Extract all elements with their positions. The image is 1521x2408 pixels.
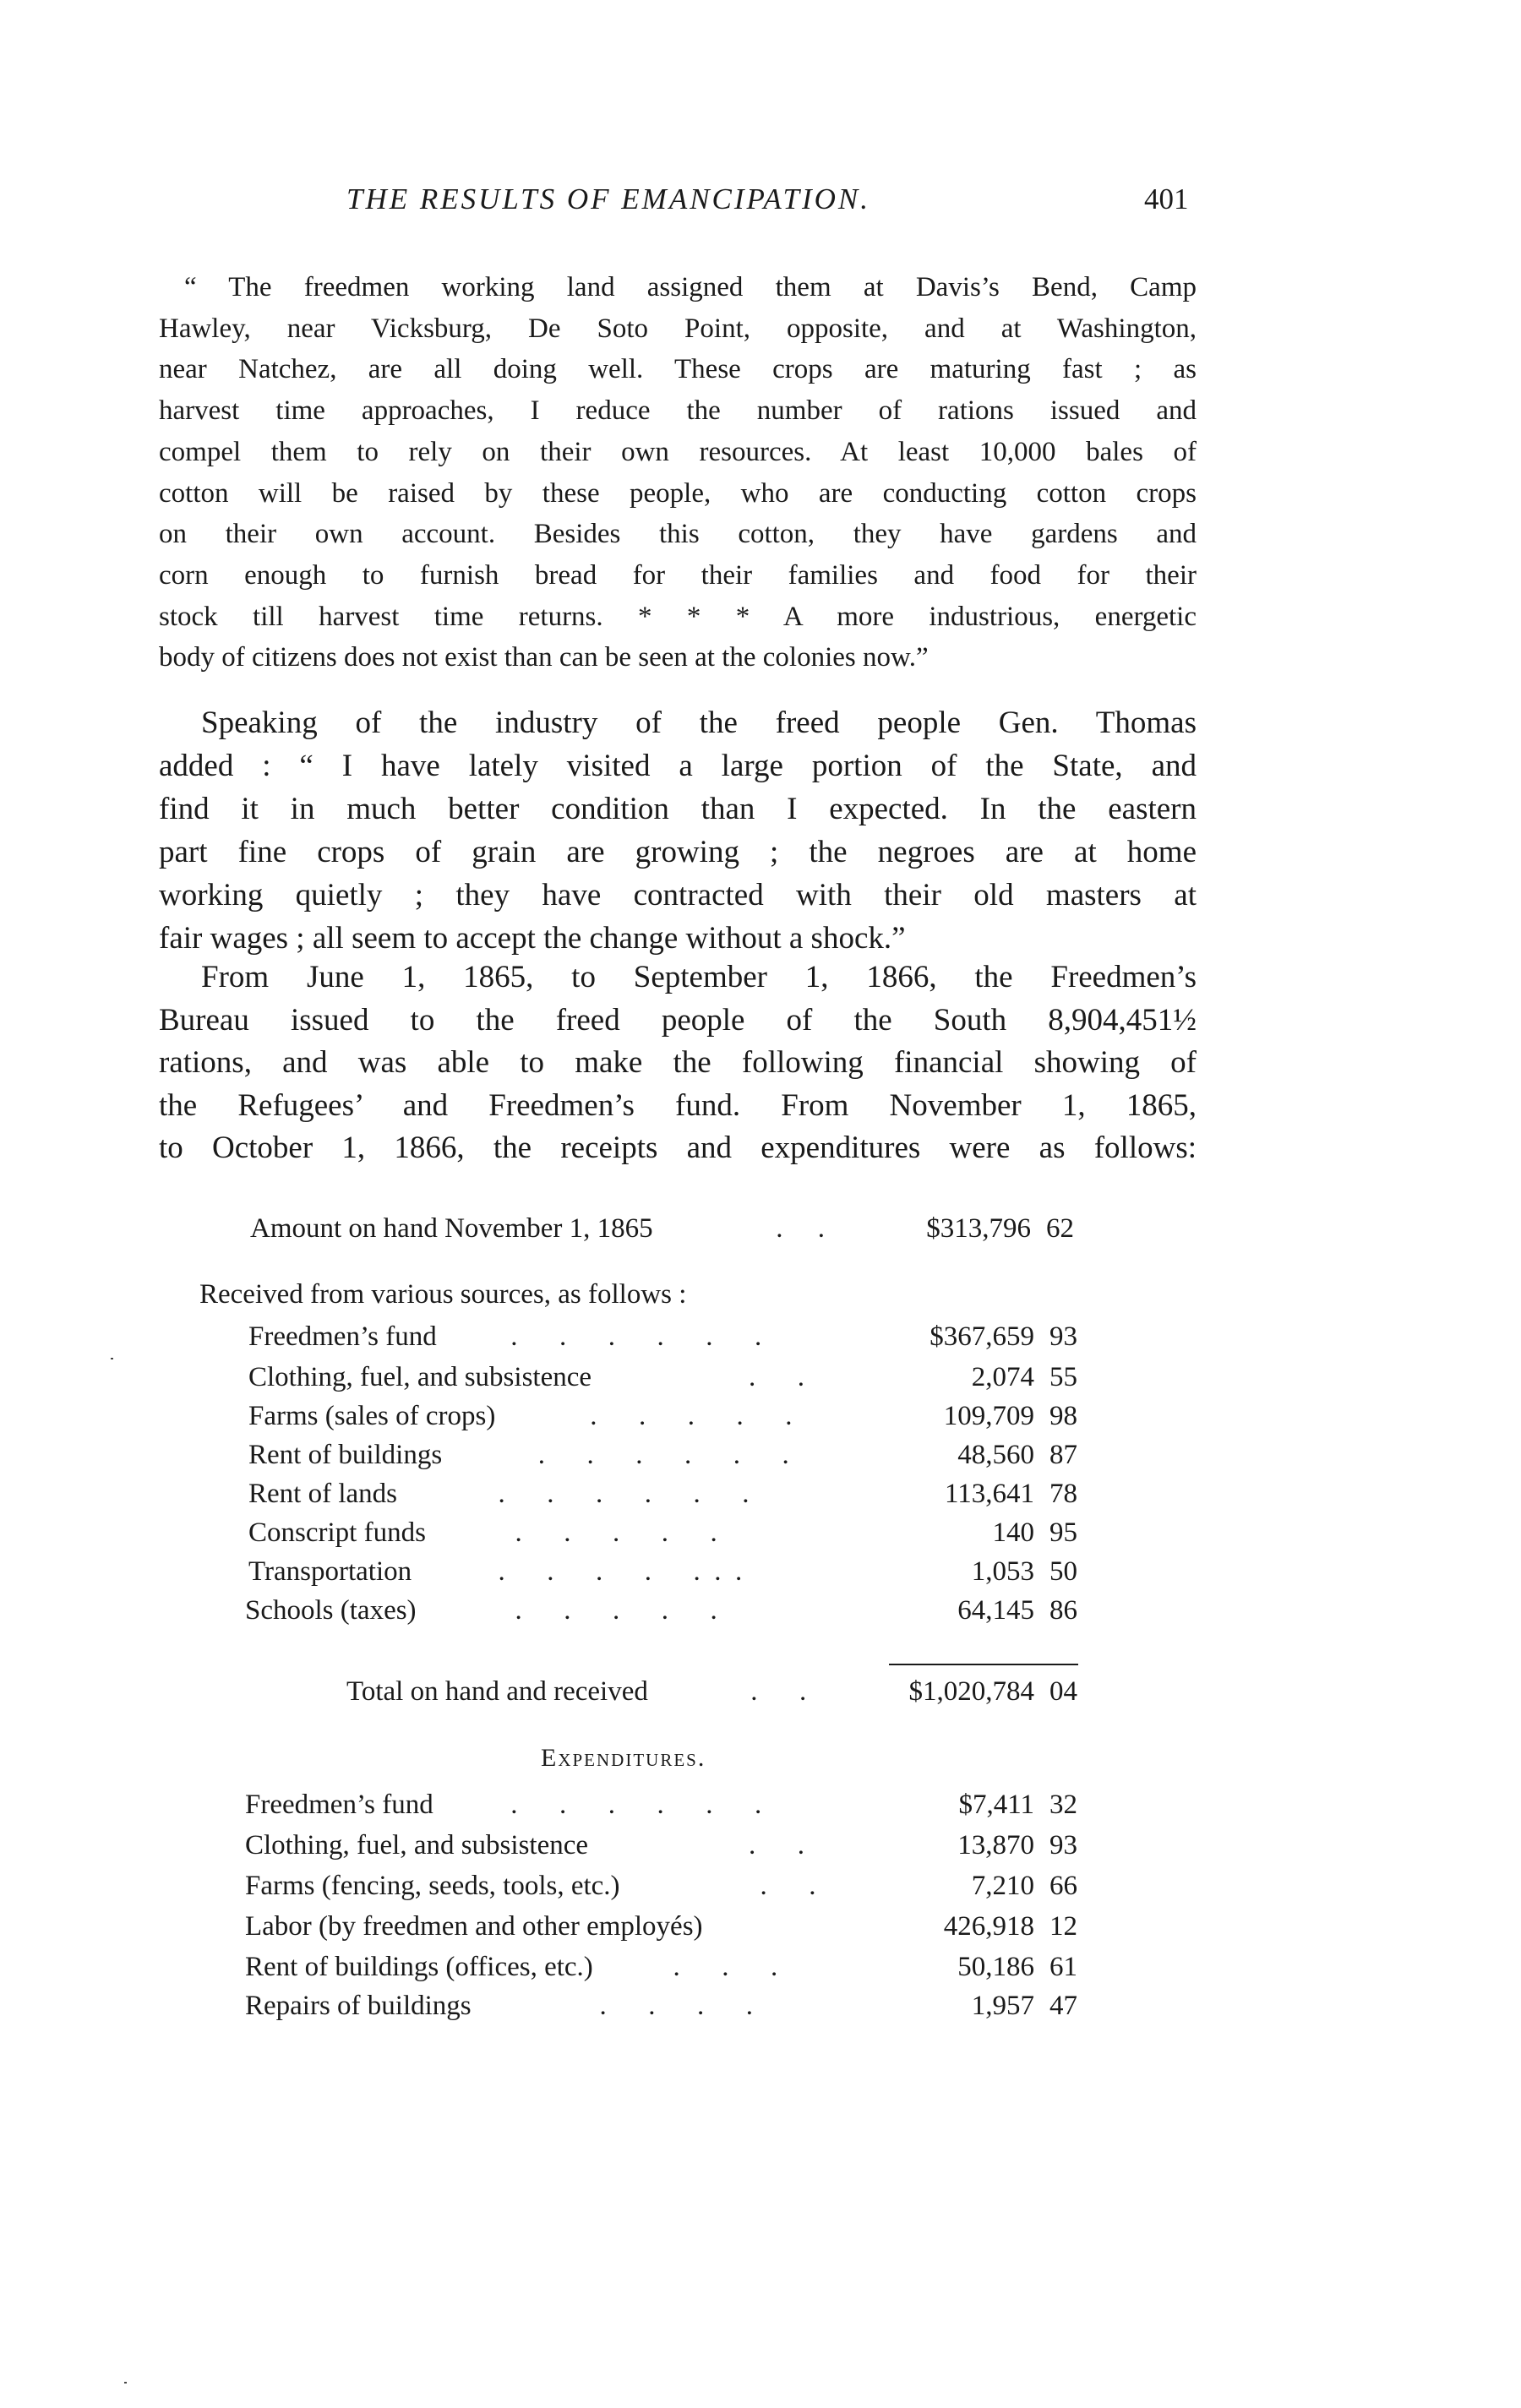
leader-dots: . . . . . [473,1517,717,1548]
amount-cents: 55 [1049,1362,1077,1392]
text-line: find it in much better condition than I expected. In the eastern [159,792,1197,826]
text-line: fair wages ; all seem to accept the change without a shock.” [159,921,906,956]
row-label: Clothing, fuel, and subsistence [245,1830,589,1860]
text-line: working quietly ; they have contracted with their old masters at [159,878,1197,913]
receipt-row [0,1594,1521,1627]
amount-cents: 95 [1049,1517,1077,1548]
leader-dots: . . . [659,1952,778,1982]
amount-dollars: 140 [992,1517,1034,1548]
text-line: to October 1, 1866, the receipts and expenditures were as follows: [159,1130,1197,1165]
text-line: From June 1, 1865, to September 1, 1866, the Freedmen’s [201,960,1197,994]
amount-cents: 93 [1049,1321,1077,1352]
expenditure-row [0,1788,1521,1822]
leader-dots: . . . . [558,1991,753,2021]
amount-dollars: 2,074 [971,1362,1034,1392]
amount-cents: 87 [1049,1440,1077,1470]
amount-dollars: 50,186 [957,1952,1034,1982]
receipt-row [0,1555,1521,1588]
amount-dollars: 48,560 [957,1440,1034,1470]
expenditure-row [0,1950,1521,1984]
amount-dollars: 7,210 [971,1871,1034,1901]
text-line: body of citizens does not exist than can be seen at the colonies now.” [159,642,929,673]
quoted-passage [159,267,1197,678]
amount-dollars: 426,918 [943,1911,1034,1942]
leader-dots: . . [693,1830,804,1860]
expenditure-row [0,1989,1521,2023]
expenditures-heading: Expenditures. [541,1744,706,1772]
leader-dots: . . . . . [473,1595,717,1626]
row-label: Farms (fencing, seeds, tools, etc.) [245,1871,620,1901]
row-label: Transportation [248,1556,412,1587]
paragraph-gen-thomas [159,701,1197,960]
amount-cents: 86 [1049,1595,1077,1626]
text-line: on their own account. Besides this cotton, they have gardens and [159,519,1197,550]
amount-cents: 62 [1046,1213,1074,1244]
row-label: Conscript funds [248,1517,426,1548]
paragraph-freedmens-bureau [159,956,1197,1170]
amount-cents: 04 [1049,1676,1077,1707]
amount-dollars: $1,020,784 [908,1676,1034,1707]
amount-dollars: 13,870 [957,1830,1034,1860]
row-label: Total on hand and received [346,1676,648,1707]
amount-cents: 78 [1049,1479,1077,1509]
amount-cents: 66 [1049,1871,1077,1901]
amount-cents: 50 [1049,1556,1077,1587]
text-line: Bureau issued to the freed people of the South 8,904,451½ [159,1002,1197,1038]
row-label: Labor (by freedmen and other employés) [245,1911,703,1942]
total-rule-divider [889,1664,1078,1665]
text-line: Speaking of the industry of the freed people Gen. Thomas [201,706,1197,740]
leader-dots: . . [693,1362,804,1392]
text-line: compel them to rely on their own resources. At least 10,000 bales of [159,436,1197,467]
receipt-row [0,1477,1521,1511]
receipt-row [0,1438,1521,1472]
text-line: stock till harvest time returns. * * * A more industrious, energetic [159,601,1197,632]
row-label: Rent of buildings [248,1440,443,1470]
leader-dots: . . [744,1676,807,1707]
row-label: Repairs of buildings [245,1991,472,2021]
text-line: near Natchez, are all doing well. These crops are maturing fast ; as [159,354,1197,385]
amount-dollars: 113,641 [944,1479,1034,1509]
page-number: 401 [1144,183,1189,215]
leader-dots: . . [769,1213,825,1244]
receipt-row [0,1516,1521,1550]
amount-cents: 12 [1049,1911,1077,1942]
expenditure-row [0,1910,1521,1943]
text-line: Hawley, near Vicksburg, De Soto Point, opposite, and at Washington, [159,313,1197,344]
leader-dots: . . . . . . . [456,1556,743,1587]
amount-cents: 61 [1049,1952,1077,1982]
leader-dots: . . . . . [583,1401,793,1431]
row-label: Freedmen’s fund [245,1790,433,1820]
leader-dots: . . . . . . [504,1790,762,1820]
receipt-row [0,1399,1521,1433]
receipt-row [0,1320,1521,1354]
leader-dots: . . . . . . [456,1479,750,1509]
expenditure-row [0,1869,1521,1903]
amount-cents: 47 [1049,1991,1077,2021]
text-line: rations, and was able to make the following financial showing of [159,1045,1197,1080]
amount-dollars: 109,709 [943,1401,1034,1431]
scan-speck [124,2382,127,2383]
text-line: corn enough to furnish bread for their families and food for their [159,559,1197,591]
leader-dots: . . . . . . [517,1440,789,1470]
amount-dollars: $367,659 [930,1321,1034,1352]
leader-dots: . . . . . . [504,1321,762,1352]
text-line: “ The freedmen working land assigned them at Davis’s Bend, Camp [184,272,1197,302]
text-line: cotton will be raised by these people, who are conducting cotton crops [159,477,1197,509]
opening-balance-row [0,1212,1521,1245]
running-title: THE RESULTS OF EMANCIPATION. [346,183,870,215]
row-label: Rent of lands [248,1479,397,1509]
receipts-heading: Received from various sources, as follows : [199,1279,687,1310]
amount-cents: 93 [1049,1830,1077,1860]
amount-cents: 32 [1049,1790,1077,1820]
scan-speck [111,1358,113,1359]
text-line: harvest time approaches, I reduce the number of rations issued and [159,395,1197,427]
amount-dollars: 1,053 [971,1556,1034,1587]
expenditure-row [0,1828,1521,1862]
row-label: Amount on hand November 1, 1865 [250,1213,653,1244]
amount-dollars: 1,957 [971,1991,1034,2021]
amount-cents: 98 [1049,1401,1077,1431]
receipt-row [0,1360,1521,1394]
amount-dollars: $7,411 [958,1790,1034,1820]
text-line: added : “ I have lately visited a large portion of the State, and [159,749,1197,783]
text-line: part fine crops of grain are growing ; the negroes are at home [159,835,1197,869]
row-label: Clothing, fuel, and subsistence [248,1362,592,1392]
row-label: Rent of buildings (offices, etc.) [245,1952,593,1982]
text-line: the Refugees’ and Freedmen’s fund. From November 1, 1865, [159,1087,1197,1123]
amount-dollars: 64,145 [957,1595,1034,1626]
leader-dots: . . [718,1871,816,1901]
amount-dollars: $313,796 [926,1213,1031,1244]
row-label: Freedmen’s fund [248,1321,437,1352]
row-label: Schools (taxes) [245,1595,417,1626]
total-row [0,1675,1521,1708]
row-label: Farms (sales of crops) [248,1401,496,1431]
